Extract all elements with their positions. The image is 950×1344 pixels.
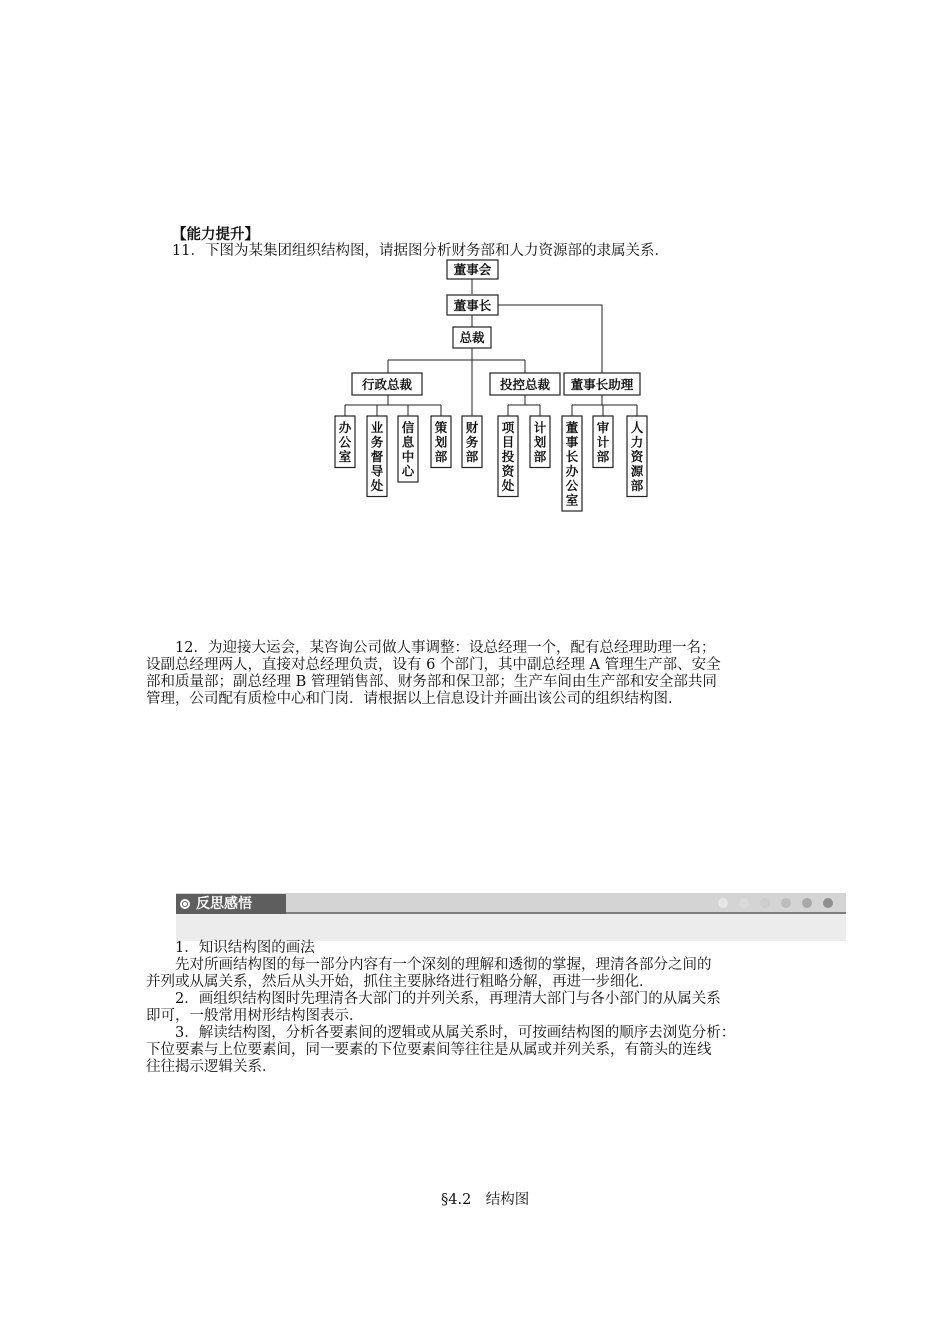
reflection-line: 并列或从属关系，然后从头开始，抓住主要脉络进行粗略分解，再进一步细化． <box>146 974 654 990</box>
node-board <box>447 260 498 279</box>
department-node-label: 业务督导处 <box>370 420 384 493</box>
node-president-label: 总裁 <box>459 330 485 345</box>
dot <box>823 898 833 908</box>
reflection-line: 3．解读结构图，分析各要素间的逻辑或从属关系时，可按画结构图的顺序去浏览分析： <box>146 1025 736 1041</box>
department-node <box>431 416 451 468</box>
bar-bottom-band <box>176 913 846 941</box>
reflection-text <box>146 940 735 1076</box>
department-node-label: 董事长办公室 <box>565 420 579 508</box>
section-heading: 【能力提升】 <box>172 226 259 243</box>
department-node <box>335 416 355 468</box>
q12-line: 管理，公司配有质检中心和门岗．请根据以上信息设计并画出该公司的组织结构图． <box>146 691 683 707</box>
reflection-line: 先对所画结构图的每一部分内容有一个深刻的理解和透彻的掌握，理清各部分之间的 <box>146 957 712 973</box>
department-node-label: 策划部 <box>434 420 448 464</box>
reflection-line: 1．知识结构图的画法 <box>146 940 315 956</box>
department-node-label: 审计部 <box>596 420 610 464</box>
q12-line: 12．为迎接大运会，某咨询公司做人事调整：设总经理一个，配有总经理助理一名； <box>146 640 716 656</box>
reflection-bar <box>176 893 846 941</box>
reflection-line: 往往揭示逻辑关系． <box>146 1059 277 1075</box>
department-node-label: 财务部 <box>465 420 479 464</box>
department-node <box>530 416 550 468</box>
dot <box>802 898 812 908</box>
reflection-tab <box>176 894 286 914</box>
org-chart <box>0 0 950 520</box>
department-nodes <box>335 416 647 511</box>
node-chairman-assistant-label: 董事长助理 <box>570 377 634 392</box>
node-invest-vp-label: 投控总裁 <box>499 377 551 392</box>
question-11: 11．下图为某集团组织结构图，请据图分析财务部和人力资源部的隶属关系． <box>172 243 669 259</box>
node-admin-vp-label: 行政总裁 <box>361 377 413 392</box>
reflection-line: 即可，一般常用树形结构图表示． <box>146 1008 364 1024</box>
department-node-label: 办公室 <box>338 420 352 464</box>
department-node <box>593 416 613 468</box>
node-chairman-label: 董事长 <box>453 298 492 313</box>
node-chairman-assistant <box>564 373 640 395</box>
department-node <box>367 416 387 497</box>
department-node-label: 项目投资处 <box>501 420 515 493</box>
department-node <box>498 416 518 497</box>
department-node <box>398 416 418 482</box>
department-node-label: 人力资源部 <box>630 420 644 493</box>
reflection-line: 2．画组织结构图时先理清各大部门的并列关系，再理清大部门与各小部门的从属关系 <box>146 991 721 1007</box>
department-node <box>462 416 482 468</box>
dot <box>760 898 770 908</box>
q12-line: 部和质量部；副总经理 B 管理销售部、财务部和保卫部；生产车间由生产部和安全部共同 <box>146 674 717 690</box>
question-12 <box>146 640 721 708</box>
dot <box>781 898 791 908</box>
dot <box>718 898 728 908</box>
node-board-label: 董事会 <box>453 262 492 277</box>
node-chairman <box>447 295 498 315</box>
footer-title: §4.2 结构图 <box>441 1192 530 1208</box>
department-node <box>627 416 647 497</box>
node-president <box>453 327 491 348</box>
target-icon <box>180 899 190 909</box>
department-node-label: 计划部 <box>533 420 547 464</box>
q12-line: 设副总经理两人，直接对总经理负责，设有 6 个部门，其中副总经理 A 管理生产部、安全 <box>146 657 721 673</box>
node-admin-vp <box>352 373 422 395</box>
reflection-title: 反思感悟 <box>196 896 252 912</box>
node-invest-vp <box>490 373 560 395</box>
department-node <box>562 416 582 511</box>
dot <box>739 898 749 908</box>
department-node-label: 信息中心 <box>401 420 415 479</box>
reflection-line: 下位要素与上位要素间，同一要素的下位要素间等往往是从属或并列关系，有箭头的连线 <box>146 1042 712 1058</box>
